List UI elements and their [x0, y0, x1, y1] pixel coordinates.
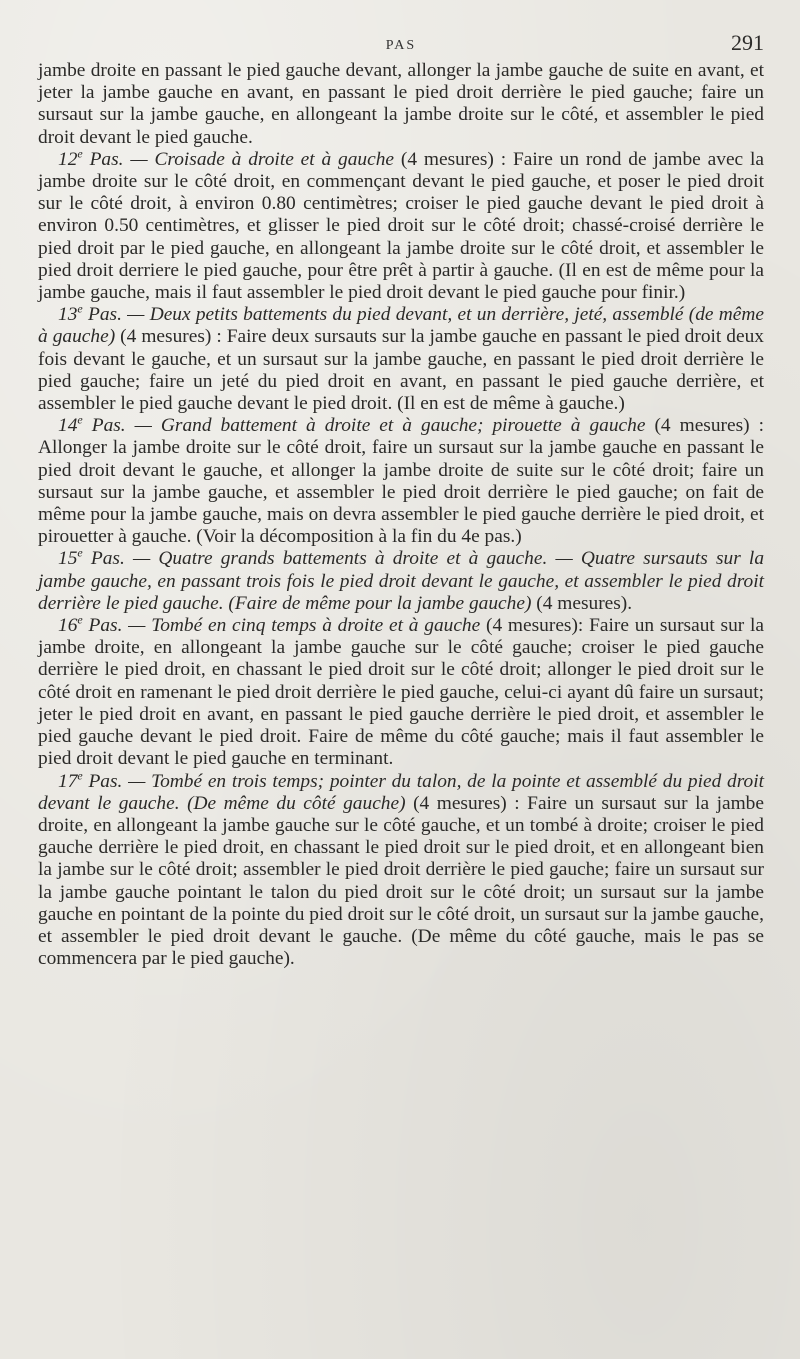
- step-label: Pas. —: [82, 304, 150, 326]
- step-title: Deux petits battements du pied devant, et un derrière, jeté, assemblé (de même à gauche): [38, 304, 765, 348]
- step-label: Pas. —: [82, 770, 152, 792]
- running-title: PAS: [385, 38, 417, 53]
- paragraph-step-14: [38, 412, 764, 548]
- paragraph-step-15: [38, 548, 764, 615]
- step-number: 15e: [58, 546, 83, 570]
- body-text: [38, 60, 764, 970]
- paragraph-step-16: [38, 612, 765, 770]
- step-body: (4 mesures).: [531, 592, 633, 614]
- step-title: Grand battement à droite et à gauche; pirouette à gauche: [160, 415, 646, 437]
- page-number: 291: [731, 30, 764, 55]
- step-number: 17e: [58, 768, 83, 792]
- step-body: (4 mesures) : Faire un sursaut sur la jambe droite, en allongeant la jambe gauche sur le côté gauche, et un tombé à droite; croiser le pied gauche derrière le pied droit, en chassant le pied droit sur le pied droit, et en allongeant bien la jambe sur le côté droit; assembler le pied droit derrière le pied gauche; faire un sursaut sur la jambe gauche pointant le talon du pied droit sur le côté droit; un sursaut sur la jambe gauche en pointant de la pointe du pied droit sur le côté droit, un sursaut sur la jambe gauche, et assembler le pied droit devant le gauche. (De même du côté gauche, mais le pas se commencera par le pied gauche).: [38, 792, 764, 970]
- step-number: 12e: [58, 146, 83, 170]
- running-header: [38, 30, 764, 60]
- step-number: 14e: [58, 412, 83, 437]
- step-title: Quatre grands battements à droite et à gauche. — Quatre sursauts sur la jambe gauche, en passant trois fois le pied droit devant le gauche, et assembler le pied droit derrière le pied gauche. (Faire de même pour la jambe gauche): [38, 548, 765, 614]
- step-body: (4 mesures): Faire un sursaut sur la jambe droite, en allongeant la jambe gauche sur le côté gauche; croiser le pied gauche derrière le pied droit, en chassant le pied droit sur le côté droit; allonger le pied droit sur le côté droit en ramenant le pied droit derrière le pied gauche, celui-ci ayant dû faire un sursaut; jeter le pied droit en avant, en passant le pied gauche derrière le pied droit, et assembler le pied gauche devant le pied droit. Faire de même du côté gauche; mais il faut assembler le pied droit devant le pied gauche en terminant.: [38, 615, 765, 770]
- step-label: Pas. —: [82, 548, 159, 570]
- step-number: 13e: [58, 301, 83, 326]
- paragraph-step-17: [38, 768, 764, 971]
- step-title: Croisade à droite et à gauche: [154, 148, 395, 170]
- paragraph-continuation: [38, 60, 764, 149]
- step-body: (4 mesures) : Faire deux sursauts sur la jambe gauche en passant le pied droit deux fois devant le gauche, et un sursaut sur la jambe gauche, en passant le pied droit derrière le pied gauche; faire un jeté du pied droit en avant, en passant le pied gauche derrière, et assembler le pied gauche devant le pied droit. (Il en est de même à gauche.): [38, 326, 765, 415]
- step-number: 16e: [58, 612, 83, 637]
- step-label: Pas. —: [82, 415, 161, 437]
- paragraph-step-12: [38, 146, 764, 304]
- step-label: Pas. —: [82, 615, 152, 637]
- paragraph-step-13: [38, 301, 765, 415]
- step-title: Tombé en cinq temps à droite et à gauche: [151, 615, 481, 637]
- step-body: (4 mesures) : Allonger la jambe droite sur le côté droit, faire un sursaut sur la jambe gauche en passant le pied droit devant le gauche, et allonger la jambe droite de suite sur le côté droit; faire un sursaut sur la jambe gauche, et assembler le pied droit derrière le pied gauche; on fait de même pour la jambe gauche, mais on devra assembler le pied gauche derrière le pied droit, et pirouetter à gauche. (Voir la décomposition à la fin du 4e pas.): [38, 415, 764, 548]
- step-label: Pas. —: [82, 148, 155, 170]
- step-title: Tombé en trois temps; pointer du talon, de la pointe et assemblé du pied droit devant le gauche. (De même du côté gauche): [38, 770, 764, 814]
- paragraph-body: jambe droite en passant le pied gauche devant, allonger la jambe gauche de suite en avant, et jeter la jambe gauche en avant, en passant le pied droit derrière le pied gauche; faire un sursaut sur la jambe gauche, en allongeant la jambe droite sur le côté, et assembler le pied droit devant le pied gauche.: [38, 60, 764, 148]
- step-body: (4 mesures) : Faire un rond de jambe avec la jambe droite sur le côté droit, en commençant devant le pied gauche, et poser le pied droit sur le côté droit, à environ 0.80 centimètres; croiser le pied gauche devant le pied droit à environ 0.50 centimètres, et glisser le pied droit sur le côté droit; chassé-croisé derrière le pied droit par le pied gauche, en allongeant la jambe droite sur le côté droit, et assembler le pied droit derriere le pied gauche, pour être prêt à partir à gauche. (Il en est de même pour la jambe gauche, mais il faut assembler le pied droit devant le pied gauche pour finir.): [38, 148, 764, 304]
